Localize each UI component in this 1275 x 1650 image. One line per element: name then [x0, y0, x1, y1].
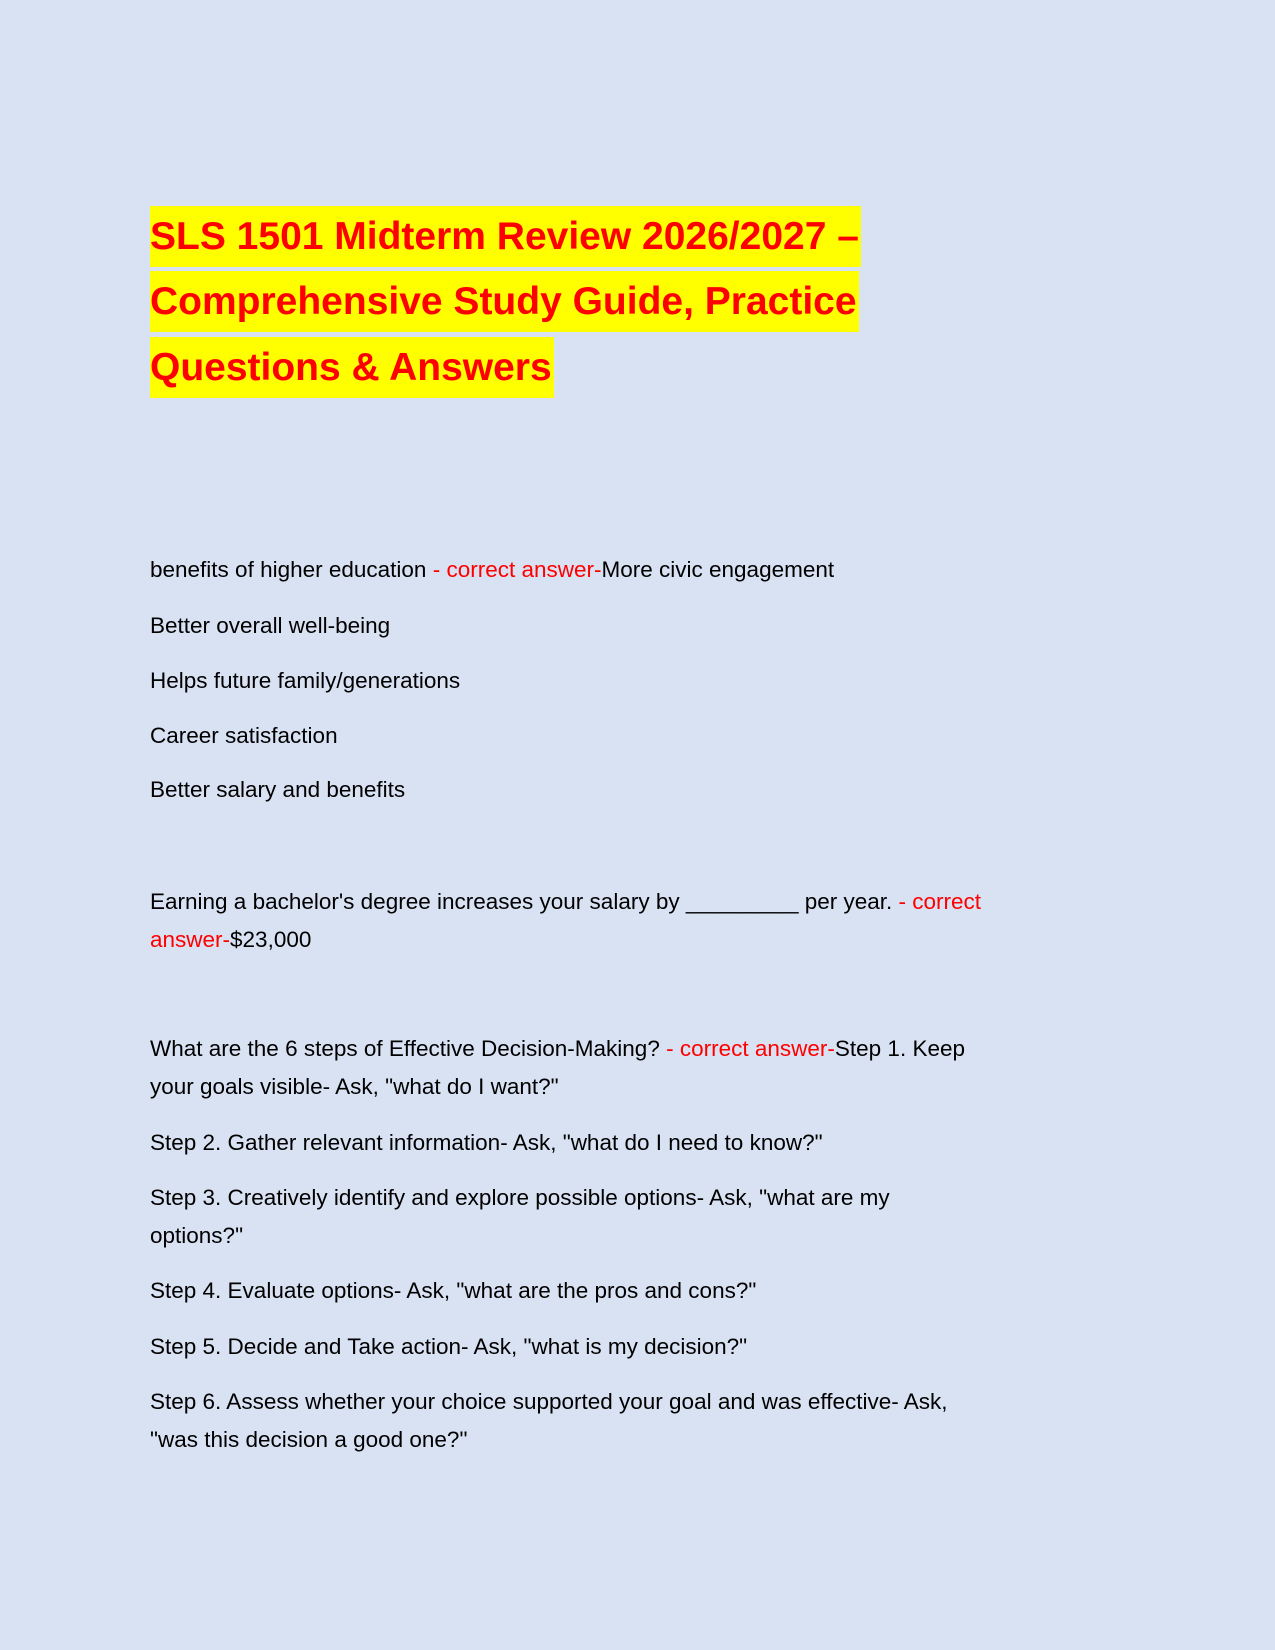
answer-line: Better overall well-being	[150, 613, 391, 638]
correct-answer-marker: answer-	[150, 927, 231, 952]
question-line	[150, 889, 981, 915]
step-line: Step 6. Assess whether your choice supported your goal and was effective- Ask,	[150, 1389, 948, 1414]
step-line: Step 5. Decide and Take action- Ask, "what is my decision?"	[150, 1334, 748, 1359]
step-line: Step 2. Gather relevant information- Ask, "what do I need to know?"	[150, 1130, 823, 1155]
title-line: SLS 1501 Midterm Review 2026/2027 –	[150, 206, 861, 267]
answer-text: Step 1. Keep	[834, 1036, 965, 1061]
answer-line: Helps future family/generations	[150, 668, 461, 693]
title-line: Questions & Answers	[150, 337, 554, 398]
answer-line: Career satisfaction	[150, 723, 338, 748]
question-line	[150, 1036, 965, 1062]
answer-line: your goals visible- Ask, "what do I want?"	[150, 1074, 559, 1099]
question-text: What are the 6 steps of Effective Decision-Making?	[150, 1036, 667, 1061]
answer-text: More civic engagement	[601, 557, 835, 582]
step-line: Step 4. Evaluate options- Ask, "what are the pros and cons?"	[150, 1278, 757, 1303]
correct-answer-marker: - correct	[898, 889, 982, 914]
question-text: Earning a bachelor's degree increases your salary by _________ per year.	[150, 889, 899, 914]
question-text: benefits of higher education	[150, 557, 433, 582]
step-line: "was this decision a good one?"	[150, 1427, 468, 1452]
answer-text: $23,000	[230, 927, 312, 952]
answer-line: Better salary and benefits	[150, 777, 406, 802]
title-line: Comprehensive Study Guide, Practice	[150, 271, 859, 332]
step-line: options?"	[150, 1223, 244, 1248]
answer-line	[150, 927, 311, 953]
question-line	[150, 557, 834, 583]
step-line: Step 3. Creatively identify and explore possible options- Ask, "what are my	[150, 1185, 890, 1210]
correct-answer-marker: - correct answer-	[666, 1036, 835, 1061]
correct-answer-marker: - correct answer-	[432, 557, 602, 582]
